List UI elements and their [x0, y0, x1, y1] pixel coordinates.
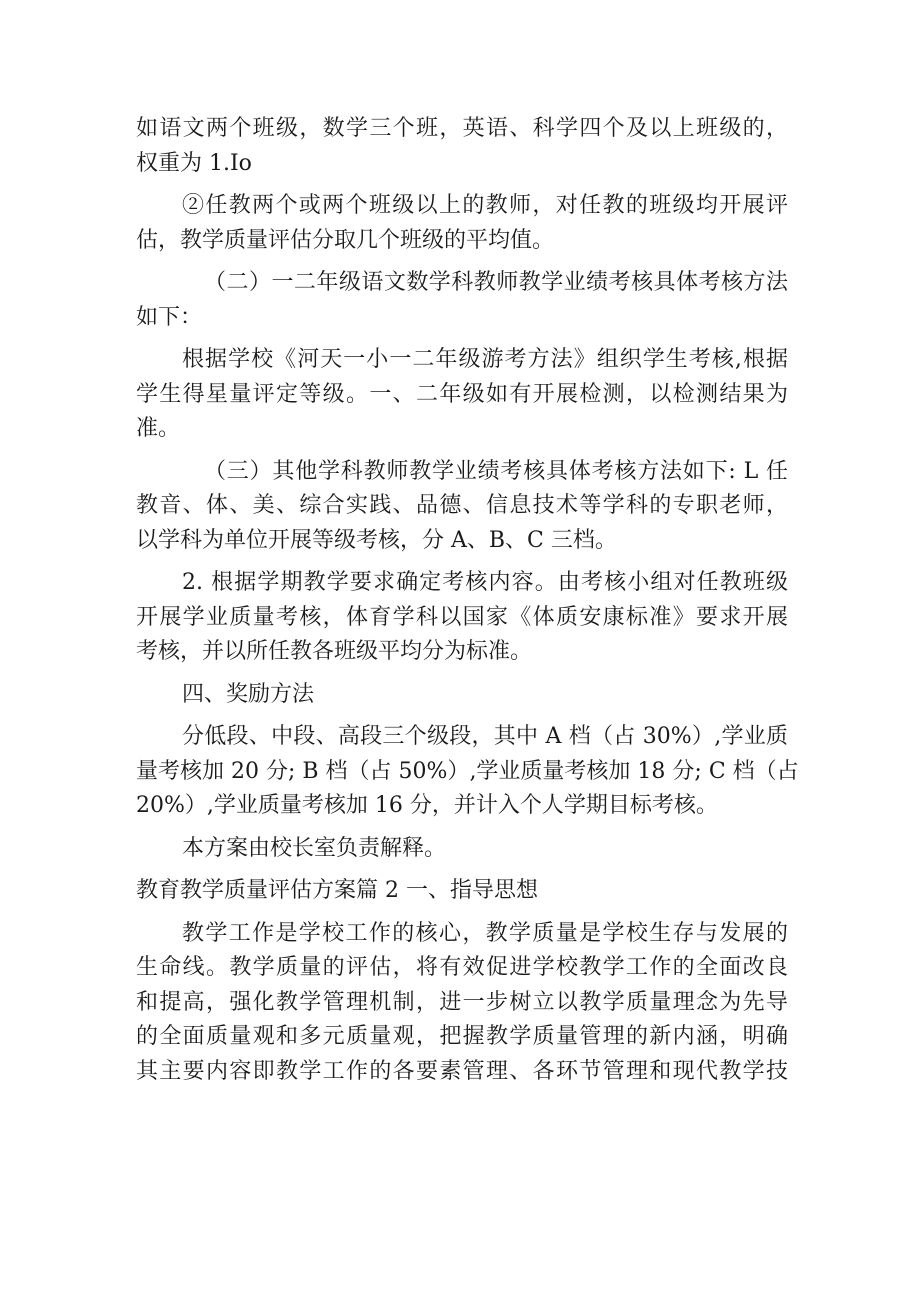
- text-line: 权重为 1.Io: [136, 150, 252, 176]
- text-line: 如下：: [136, 304, 203, 330]
- text-line: 学生得星量评定等级。一、二年级如有开展检测，以检测结果为: [136, 381, 788, 407]
- text-line: 如语文两个班级，数学三个班，英语、科学四个及以上班级的，: [136, 116, 788, 141]
- text-line: 2. 根据学期教学要求确定考核内容。由考核小组对任教班级: [182, 570, 788, 595]
- text-line: 教音、体、美、综合实践、品德、信息技术等学科的专职老师，: [136, 493, 788, 518]
- text-line: 估，教学质量评估分取几个班级的平均值。: [136, 227, 555, 253]
- text-line: 生命线。教学质量的评估，将有效促进学校教学工作的全面改良: [136, 955, 788, 980]
- text-line: 的全面质量观和多元质量观，把握教学质量管理的新内涵，明确: [136, 1024, 788, 1049]
- document-page: [136, 112, 799, 1089]
- text-line: 根据学校《河天一小一二年级游考方法》组织学生考核,根据: [182, 347, 788, 372]
- section-heading: （三）其他学科教师教学业绩考核具体考核方法如下: L 任: [204, 458, 788, 484]
- text-line: 分低段、中段、高段三个级段，其中 A 档（占 30%）,学业质: [182, 724, 788, 749]
- text-line: 本方案由校长室负责解释。: [182, 835, 447, 861]
- text-line: 考核，并以所任教各班级平均分为标准。: [136, 639, 533, 664]
- section-heading: （二）一二年级语文数学科教师教学业绩考核具体考核方法: [204, 270, 788, 295]
- text-line: 开展学业质量考核，体育学科以国家《体质安康标准》要求开展: [136, 604, 788, 630]
- section-heading: 四、奖励方法: [182, 681, 315, 707]
- text-line: 教学工作是学校工作的核心，教学质量是学校生存与发展的: [182, 920, 788, 946]
- text-line: ②任教两个或两个班级以上的教师，对任教的班级均开展评: [182, 193, 788, 218]
- section-heading: 教育教学质量评估方案篇 2 一、指导思想: [136, 878, 538, 903]
- text-line: 和提高，强化教学管理机制，进一步树立以教学质量理念为先导: [136, 989, 788, 1015]
- text-line: 以学科为单位开展等级考核，分 A、B、C 三档。: [136, 527, 617, 553]
- text-line: 量考核加 20 分; B 档（占 50%）,学业质量考核加 18 分; C 档（占: [136, 758, 799, 784]
- text-line: 20%）,学业质量考核加 16 分，并计入个人学期目标考核。: [136, 793, 718, 818]
- text-line: 其主要内容即教学工作的各要素管理、各环节管理和现代教学技: [136, 1058, 788, 1084]
- text-line: 准。: [136, 416, 181, 441]
